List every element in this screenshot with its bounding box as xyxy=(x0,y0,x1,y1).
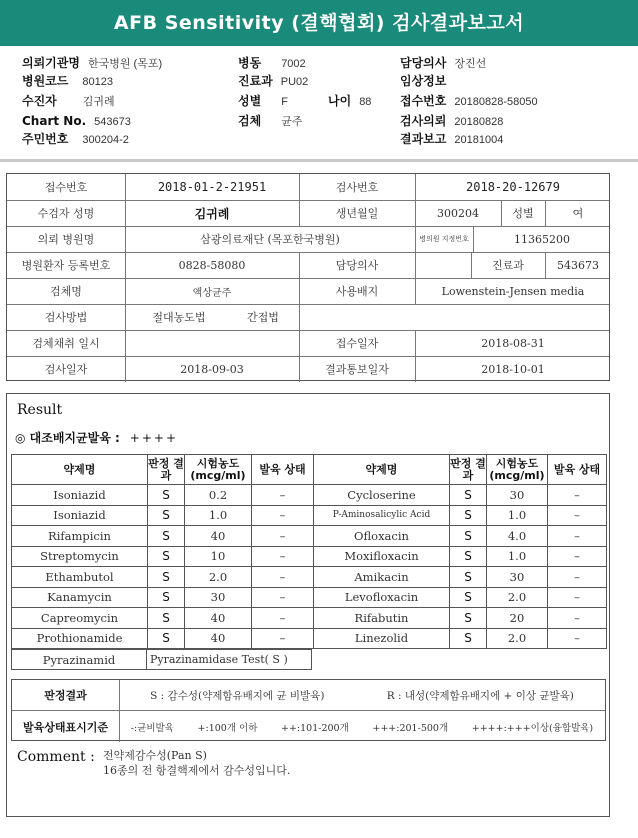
cell-growth: – xyxy=(548,567,607,588)
cell-growth: – xyxy=(548,485,607,506)
header-field: 결과보고 20181004 xyxy=(400,132,504,146)
specimen: 액상균주 xyxy=(192,287,232,299)
legend-growth-2: +:100개 이하 xyxy=(197,722,258,734)
label-dept: 진료과 xyxy=(492,259,524,272)
cell-drug: Capreomycin xyxy=(12,608,148,629)
cell-drug: Ofloxacin xyxy=(314,526,450,547)
cell-drug: Isoniazid xyxy=(12,505,148,526)
reg-no: 2018-01-2-21951 xyxy=(157,180,267,194)
result-section xyxy=(6,393,610,817)
cell-conc: 30 xyxy=(487,485,548,506)
header-field: 수진자 김귀례 xyxy=(22,94,115,108)
cell-growth: – xyxy=(548,526,607,547)
control-growth-label: ◎ 대조배지균발육 : xyxy=(15,431,120,445)
legend-table xyxy=(11,679,606,741)
cell-judge: S xyxy=(148,505,185,526)
result-title: Result xyxy=(17,402,63,418)
header-field: 임상정보 xyxy=(400,74,447,88)
test-date: 2018-09-03 xyxy=(180,362,244,376)
label-patient: 수검자 성명 xyxy=(37,207,95,220)
cell-judge: S xyxy=(450,505,487,526)
label-method: 검사방법 xyxy=(44,311,88,324)
cell-growth: – xyxy=(252,546,314,567)
specimen-info-table xyxy=(6,173,610,381)
header-field: 주민번호 300204-2 xyxy=(22,132,129,146)
cell-conc: 30 xyxy=(487,567,548,588)
collect-datetime xyxy=(125,330,299,356)
report-header xyxy=(0,46,638,162)
label-specimen: 검체명 xyxy=(50,285,82,298)
legend-judge-values xyxy=(119,680,605,710)
medium: Lowenstein-Jensen media xyxy=(441,284,585,298)
col-growth: 발육 상태 xyxy=(252,455,314,485)
patient-name: 김귀례 xyxy=(194,206,230,221)
cell-growth: – xyxy=(548,505,607,526)
cell-judge: S xyxy=(148,567,185,588)
cell-conc: 1.0 xyxy=(487,505,548,526)
sex: 여 xyxy=(572,207,584,220)
cell-growth: – xyxy=(548,608,607,629)
cell-growth: – xyxy=(252,608,314,629)
header-field: Chart No. 543673 xyxy=(22,114,131,128)
cell-drug: Prothionamide xyxy=(12,628,148,649)
legend-growth-3: ++:101-200개 xyxy=(281,722,349,734)
legend-judge-r: R : 내성(약제함유배지에 + 이상 균발육) xyxy=(386,689,574,702)
legend-growth-values xyxy=(119,711,605,742)
dept: 543673 xyxy=(557,258,599,272)
label-report-date: 결과통보일자 xyxy=(325,363,389,376)
cell-growth: – xyxy=(252,567,314,588)
cell-drug: P-Aminosalicylic Acid xyxy=(314,505,450,526)
table-row xyxy=(12,526,607,547)
col-drug: 약제명 xyxy=(12,455,148,485)
cell-judge: S xyxy=(450,587,487,608)
cell-drug: Isoniazid xyxy=(12,485,148,506)
table-row xyxy=(12,628,607,649)
patient-reg-no: 0828-58080 xyxy=(178,258,246,272)
cell-drug: Amikacin xyxy=(314,567,450,588)
cell-drug: Kanamycin xyxy=(12,587,148,608)
cell-judge: S xyxy=(450,526,487,547)
header-field: 병원코드 80123 xyxy=(22,74,113,88)
doctor xyxy=(415,252,471,278)
received-date: 2018-08-31 xyxy=(481,336,545,350)
header-field: 진료과 PU02 xyxy=(238,74,309,88)
header-field: 성별 F xyxy=(238,94,288,108)
control-growth xyxy=(15,429,178,446)
header-field: 담당의사 장진선 xyxy=(400,56,487,70)
cell-drug: Rifabutin xyxy=(314,608,450,629)
label-test-date: 검사일자 xyxy=(44,363,88,376)
label-reg-no: 접수번호 xyxy=(44,181,88,194)
label-medium: 사용배지 xyxy=(335,285,379,298)
cell-judge: S xyxy=(450,546,487,567)
cell-conc: 20 xyxy=(487,608,548,629)
cell-conc: 1.0 xyxy=(185,505,252,526)
col-conc: 시험농도 (mcg/ml) xyxy=(185,455,252,485)
label-collect: 검체채취 일시 xyxy=(32,337,100,350)
pyrazinamide-name: Pyrazinamid xyxy=(11,649,147,670)
table-row xyxy=(12,546,607,567)
cell-drug: Streptomycin xyxy=(12,546,148,567)
label-hospital: 의뢰 병원명 xyxy=(37,233,95,246)
label-doctor: 담당의사 xyxy=(335,259,379,272)
label-patient-reg: 병원환자 등록번호 xyxy=(21,259,111,272)
cell-conc: 2.0 xyxy=(487,587,548,608)
susceptibility-table xyxy=(11,454,607,649)
comment-line-1: 전약제감수성(Pan S) xyxy=(103,749,207,762)
col-judge: 판정 결과 xyxy=(148,455,185,485)
comment xyxy=(17,746,291,777)
cell-judge: S xyxy=(148,546,185,567)
header-field: 접수번호 20180828-58050 xyxy=(400,94,538,108)
cell-conc: 1.0 xyxy=(487,546,548,567)
cell-judge: S xyxy=(450,567,487,588)
table-row xyxy=(12,608,607,629)
method-1: 절대농도법 xyxy=(152,311,206,324)
cell-conc: 40 xyxy=(185,608,252,629)
table-row xyxy=(12,485,607,506)
header-field: 검체 균주 xyxy=(238,114,303,128)
cell-growth: – xyxy=(252,526,314,547)
header-field: 검사의뢰 20180828 xyxy=(400,114,504,128)
pyrazinamidase-test: Pyrazinamidase Test( S ) xyxy=(146,649,312,670)
cell-drug: Levofloxacin xyxy=(314,587,450,608)
header-field: 의뢰기관명 한국병원 (목포) xyxy=(22,56,163,70)
method-2: 간접법 xyxy=(247,311,279,324)
label-test-no: 검사번호 xyxy=(335,181,379,194)
comment-line-2: 16종의 전 항결핵제에서 감수성입니다. xyxy=(103,764,291,777)
legend-judge-label: 판정결과 xyxy=(44,689,87,702)
table-row xyxy=(12,567,607,588)
cell-judge: S xyxy=(450,485,487,506)
legend-growth-label: 발육상태표시기준 xyxy=(22,720,108,734)
label-dob: 생년월일 xyxy=(335,207,379,220)
dob: 300204 xyxy=(437,206,479,220)
cell-growth: – xyxy=(252,505,314,526)
cell-drug: Cycloserine xyxy=(314,485,450,506)
col-drug: 약제명 xyxy=(314,455,450,485)
col-conc: 시험농도 (mcg/ml) xyxy=(487,455,548,485)
col-judge: 판정 결과 xyxy=(450,455,487,485)
cell-conc: 10 xyxy=(185,546,252,567)
cell-drug: Linezolid xyxy=(314,628,450,649)
cell-drug: Ethambutol xyxy=(12,567,148,588)
header-field: 병동 7002 xyxy=(238,56,306,70)
legend-growth-1: -:균비발육 xyxy=(130,722,174,734)
cell-growth: – xyxy=(252,485,314,506)
cell-judge: S xyxy=(148,587,185,608)
col-growth: 발육 상태 xyxy=(548,455,607,485)
hospital-code: 11365200 xyxy=(514,232,570,246)
cell-judge: S xyxy=(148,628,185,649)
table-row xyxy=(12,505,607,526)
cell-drug: Moxifloxacin xyxy=(314,546,450,567)
cell-growth: – xyxy=(252,628,314,649)
cell-conc: 2.0 xyxy=(487,628,548,649)
cell-growth: – xyxy=(548,546,607,567)
report-title: AFB Sensitivity (결핵협회) 검사결과보고서 xyxy=(0,0,638,46)
cell-growth: – xyxy=(548,587,607,608)
cell-conc: 40 xyxy=(185,628,252,649)
cell-judge: S xyxy=(148,526,185,547)
header-field-age: 나이 88 xyxy=(328,94,372,108)
cell-conc: 30 xyxy=(185,587,252,608)
cell-drug: Rifampicin xyxy=(12,526,148,547)
legend-judge-s: S : 감수성(약제함유배지에 균 비발육) xyxy=(150,689,325,702)
cell-growth: – xyxy=(548,628,607,649)
cell-conc: 40 xyxy=(185,526,252,547)
control-growth-value: ++++ xyxy=(129,431,178,445)
cell-conc: 0.2 xyxy=(185,485,252,506)
cell-judge: S xyxy=(450,628,487,649)
cell-conc: 2.0 xyxy=(185,567,252,588)
hospital-name: 삼광의료재단 (목포한국병원) xyxy=(200,233,340,246)
cell-conc: 4.0 xyxy=(487,526,548,547)
legend-growth-5: ++++:+++이상(융합발육) xyxy=(471,722,594,734)
label-sex: 성별 xyxy=(512,207,534,220)
test-no: 2018-20-12679 xyxy=(466,180,560,194)
cell-growth: – xyxy=(252,587,314,608)
label-hospital-code: 병의원 지정번호 xyxy=(419,234,469,243)
legend-growth-4: +++:201-500개 xyxy=(372,722,449,734)
report-date: 2018-10-01 xyxy=(481,362,545,376)
cell-judge: S xyxy=(148,608,185,629)
cell-judge: S xyxy=(148,485,185,506)
table-row xyxy=(12,587,607,608)
cell-judge: S xyxy=(450,608,487,629)
label-received: 접수일자 xyxy=(335,337,379,350)
comment-label: Comment : xyxy=(17,749,95,765)
